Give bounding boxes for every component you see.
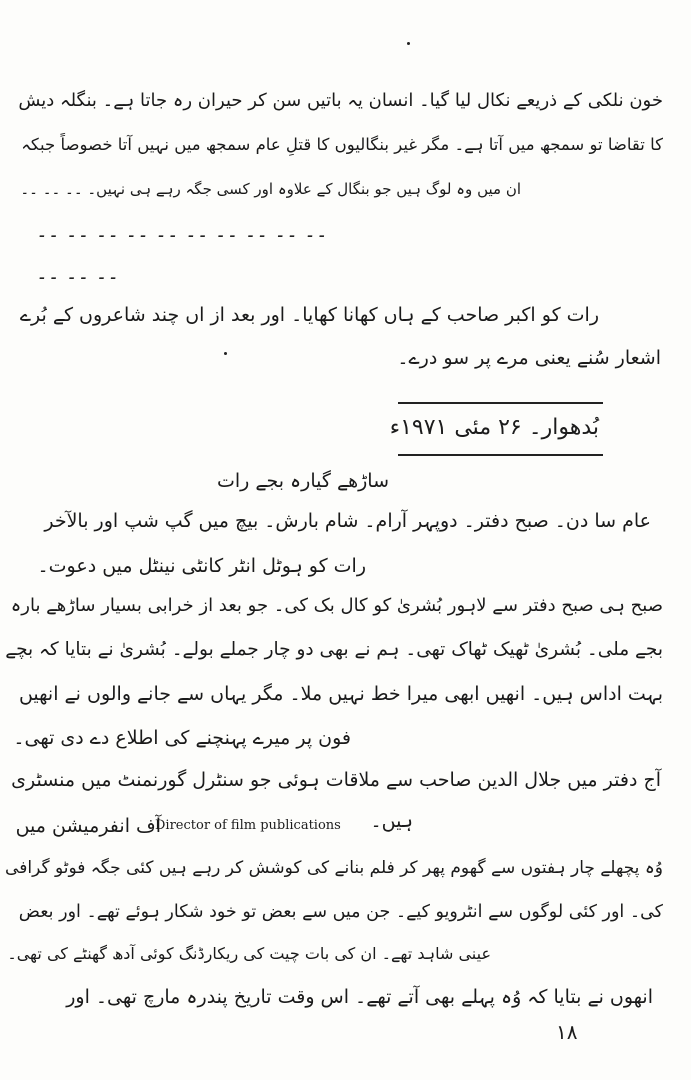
text-line: وُہ پچھلے چار ہفتوں سے گھوم پھر کر فلم بنانے کی کوشش کر رہے ہیں کئی جگہ فوٹو گرافی bbox=[5, 858, 663, 878]
text-line: ان میں وہ لوگ ہیں جو بنگال کے علاوہ اور کسی جگہ رہے ہی نہیں۔ ۔۔ ۔۔ ۔۔ bbox=[20, 180, 521, 198]
text-line: عام سا دن۔ صبح دفتر۔ دوپہر آرام۔ شام بارش۔ بیچ میں گپ شپ اور بالآخر bbox=[44, 510, 651, 532]
text-line: بہت اداس ہیں۔ انھیں ابھی میرا خط نہیں ملا۔ مگر یہاں سے جانے والوں نے انھیں bbox=[18, 683, 663, 705]
english-phrase: Director of film publications bbox=[155, 818, 341, 833]
text-line: آج دفتر میں جلال الدین صاحب سے ملاقات ہوئی جو سنٹرل گورنمنٹ میں منسٹری bbox=[11, 769, 661, 791]
text-line: رات کو اکبر صاحب کے ہاں کھانا کھایا۔ اور بعد از اں چند شاعروں کے بُرے bbox=[19, 304, 599, 326]
text-line: صبح ہی صبح دفتر سے لاہور بُشریٰ کو کال بک کی۔ جو بعد از خرابی بسیار ساڑھے بارہ bbox=[10, 595, 663, 616]
page-number: ۱۸ bbox=[556, 1020, 578, 1044]
text-line: انھوں نے بتایا کہ وُہ پہلے بھی آتے تھے۔ اس وقت تاریخ پندرہ مارچ تھی۔ اور bbox=[66, 986, 653, 1008]
ink-speck bbox=[407, 42, 410, 45]
date-heading: بُدھوار۔ ۲۶ مئی ۱۹۷۱ء bbox=[389, 415, 599, 440]
text-line: خون نلکی کے ذریعے نکال لیا گیا۔ انسان یہ باتیں سن کر حیران رہ جاتا ہے۔ بنگلہ دیش bbox=[18, 90, 663, 111]
text-line: کا تقاضا تو سمجھ میں آتا ہے۔ مگر غیر بنگالیوں کا قتلِ عام سمجھ میں نہیں آتا خصوصاً جبکہ bbox=[21, 135, 663, 154]
date-heading-box bbox=[389, 402, 603, 456]
time-line: ساڑھے گیارہ بجے رات bbox=[216, 470, 389, 492]
text-line: بجے ملی۔ بُشریٰ ٹھیک ٹھاک تھی۔ ہم نے بھی دو چار جملے بولے۔ بُشریٰ نے بتایا کہ بچے bbox=[5, 639, 663, 660]
ellipsis-line: ۔۔ ۔۔ ۔۔ bbox=[36, 260, 120, 284]
text-line: آف انفرمیشن میں bbox=[15, 815, 161, 837]
text-line: عینی شاہد تھے۔ ان کی بات چیت کی ریکارڈنگ کوئی آدھ گھنٹے کی تھی۔ bbox=[7, 944, 491, 963]
ellipsis-line: ۔۔ ۔۔ ۔۔ ۔۔ ۔۔ ۔۔ ۔۔ ۔۔ ۔۔ ۔۔ bbox=[36, 218, 328, 242]
ink-speck bbox=[224, 352, 227, 355]
text-line: اشعار سُنے یعنی مرے پر سو درے۔ bbox=[397, 347, 661, 369]
text-line: فون پر میرے پہنچنے کی اطلاع دے دی تھی۔ bbox=[13, 727, 351, 749]
text-line: رات کو ہوٹل انٹر کانٹی نینٹل میں دعوت۔ bbox=[37, 555, 366, 577]
text-line: کی۔ اور کئی لوگوں سے انٹرویو کیے۔ جن میں سے بعض تو خود شکار ہوئے تھے۔ اور بعض bbox=[18, 902, 663, 922]
text-line: ہیں۔ bbox=[370, 810, 413, 832]
